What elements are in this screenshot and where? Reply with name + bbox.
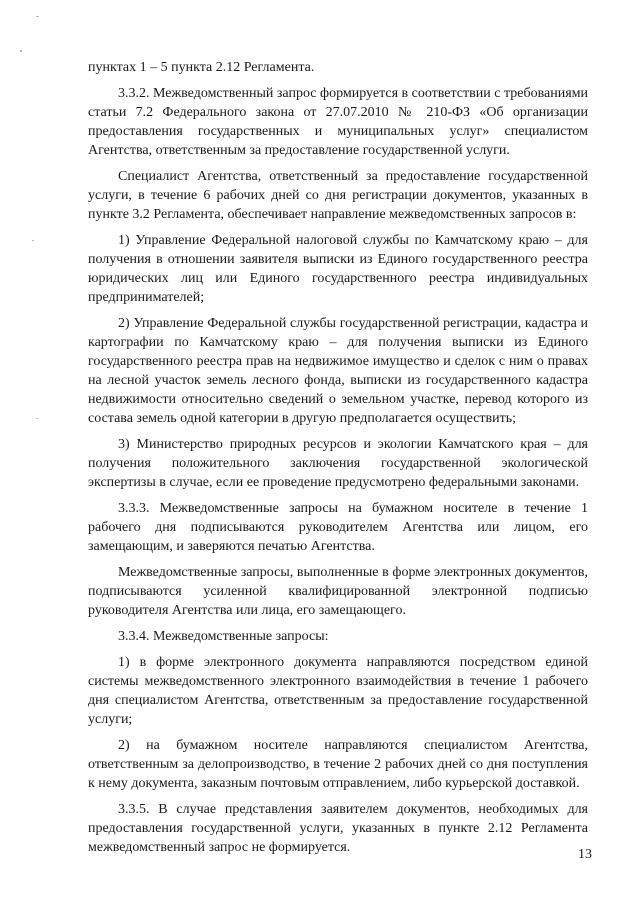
list-item-paper: 2) на бумажном носителе направляются специалистом Агентства, ответственным за делопроизводство, в течение 2 рабочих дней со дня поступления к нему документа, заказным почтовым отправлением, либо курьерской доставкой. (88, 738, 588, 791)
body-text (88, 58, 588, 864)
paragraph-continuation: пунктах 1 – 5 пункта 2.12 Регламента. (88, 60, 315, 75)
scan-speck (36, 16, 39, 17)
paragraph-3-3-5: 3.3.5. В случае представления заявителем документов, необходимых для предоставления государственной услуги, указанных в пункте 2.12 Регламента межведомственный запрос не формируется. (88, 802, 588, 855)
scan-speck (20, 50, 22, 52)
list-item-ministry: 3) Министерство природных ресурсов и экологии Камчатского края – для получения положительного заключения государственной экологической экспертизы в случае, если ее проведение предусмотрено федеральными законами. (88, 437, 588, 490)
paragraph-specialist: Специалист Агентства, ответственный за предоставление государственной услуги, в течение 6 рабочих дней со дня регистрации документов, указанных в пункте 3.2 Регламента, обеспечивает направление межведомственных запросов в: (88, 169, 588, 222)
list-item-electronic: 1) в форме электронного документа направляются посредством единой системы межведомственного электронного взаимодействия в течение 1 рабочего дня специалистом Агентства, ответственным за предоставление государственной услуги; (88, 655, 588, 727)
list-item-tax-service: 1) Управление Федеральной налоговой службы по Камчатскому краю – для получения в отношении заявителя выписки из Единого государственного реестра юридических лиц или Единого государственного реестра индивидуальных предпринимателей; (88, 233, 588, 305)
paragraph-3-3-2: 3.3.2. Межведомственный запрос формируется в соответствии с требованиями статьи 7.2 Федерального закона от 27.07.2010 № 210-ФЗ «Об организации предоставления государственных и муниципальных услуг» специалистом Агентства, ответственным за предоставление государственной услуги. (88, 86, 588, 158)
paragraph-3-3-4: 3.3.4. Межведомственные запросы: (118, 629, 329, 644)
paragraph-electronic-requests: Межведомственные запросы, выполненные в форме электронных документов, подписываются усиленной квалифицированной электронной подписью руководителя Агентства или лица, его замещающего. (88, 565, 588, 618)
scan-speck (32, 240, 34, 241)
page-number: 13 (578, 847, 592, 862)
list-item-registration-service: 2) Управление Федеральной службы государственной регистрации, кадастра и картографии по Камчатскому краю – для получения выписки из Единого государственного реестра прав на недвижимое имущество и сделок с ним о правах на лесной участок земель лесного фонда, выписки из государственного кадастра недвижимости относительно сведений о земельном участке, перевод которого из состава земель одной категории в другую предполагается осуществить; (88, 316, 588, 426)
paragraph-3-3-3: 3.3.3. Межведомственные запросы на бумажном носителе в течение 1 рабочего дня подписываются руководителем Агентства или лицом, его замещающим, и заверяются печатью Агентства. (88, 501, 588, 554)
scan-speck (36, 418, 38, 419)
